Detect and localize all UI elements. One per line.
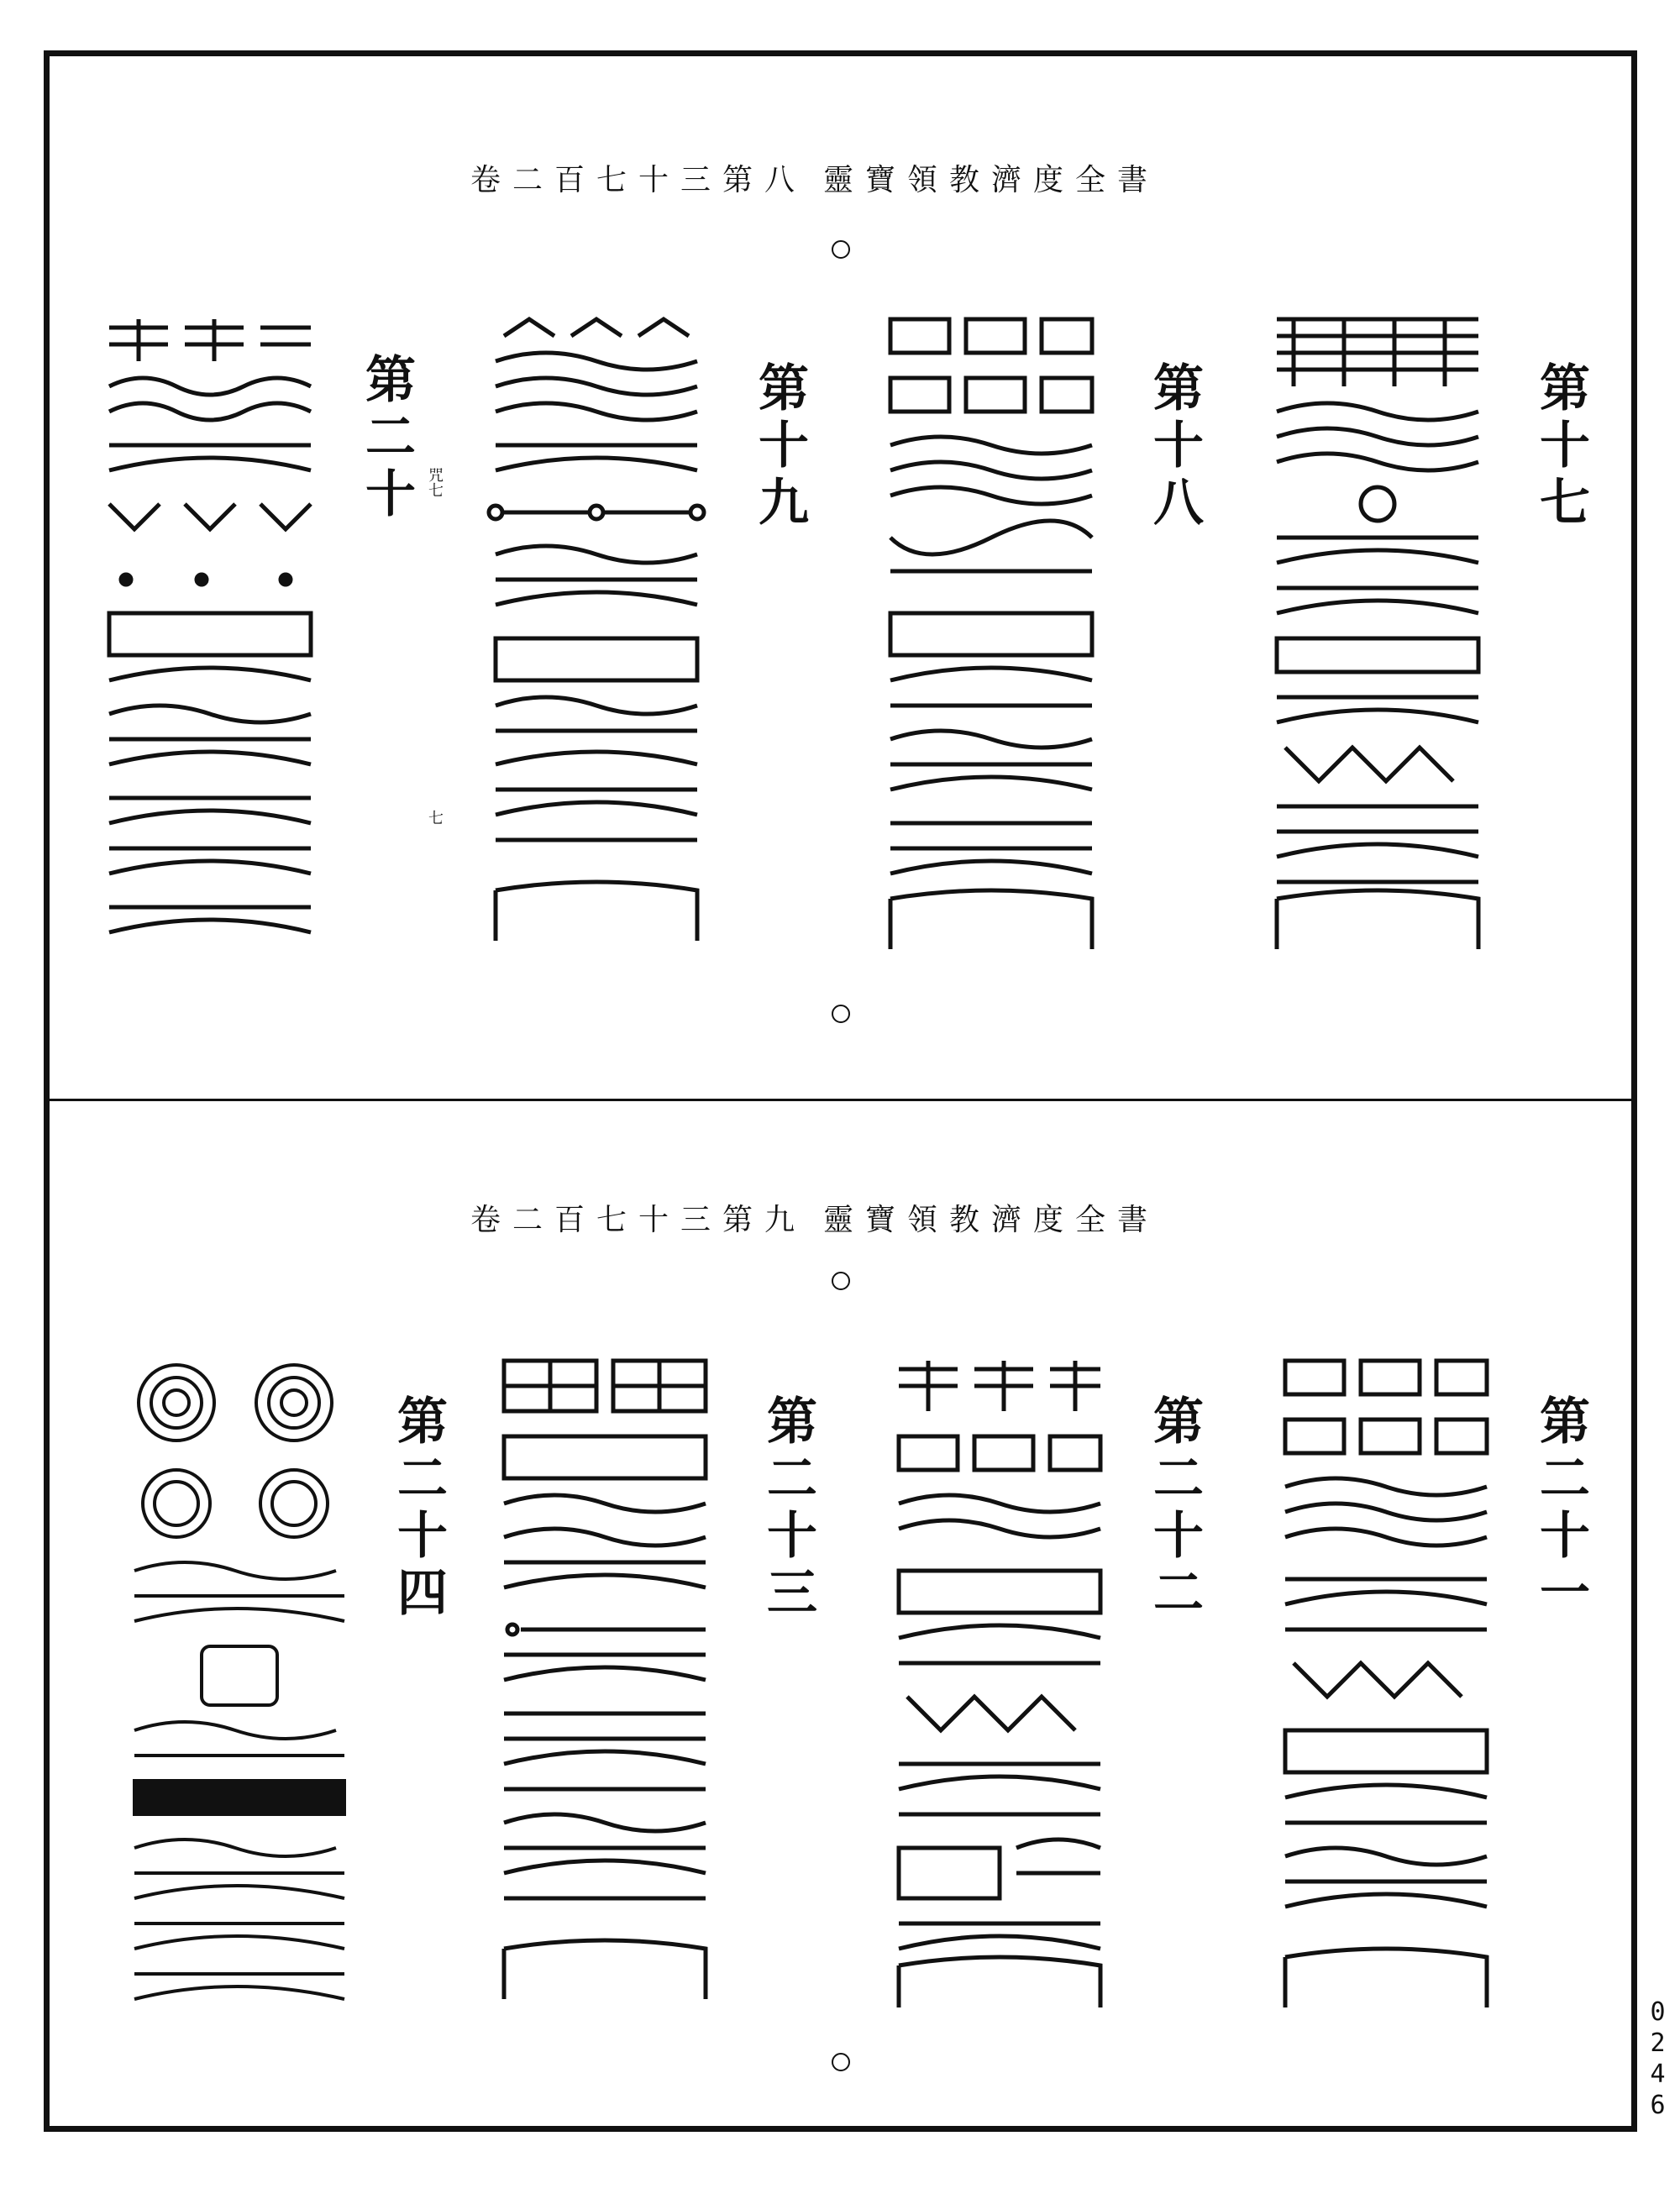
panel-divider (44, 1099, 1637, 1101)
talisman-24-glyph (118, 1344, 361, 2016)
talisman-23-glyph (487, 1344, 722, 2016)
talisman-label-18: 第十八 (1145, 361, 1204, 533)
talisman-note: 咒七 (426, 467, 444, 497)
talisman-21-glyph (1268, 1344, 1504, 2016)
top-header-volume: 卷二百七十三第八 (470, 163, 807, 197)
talisman-label-17: 第十七 (1531, 361, 1590, 533)
binding-hole-icon (832, 1005, 850, 1023)
talisman-label-19: 第十九 (750, 361, 809, 533)
binding-hole-icon (832, 240, 850, 259)
talisman-label-23: 第二十三 (759, 1394, 817, 1623)
bottom-header-title: 靈寶領教濟度全書 (823, 1203, 1160, 1237)
talisman-22-glyph (882, 1344, 1117, 2016)
talisman-17-glyph (1260, 302, 1495, 958)
talisman-label-24: 第二十四 (389, 1394, 448, 1623)
talisman-19-glyph (479, 302, 714, 958)
talisman-label-20: 第二十 (357, 353, 416, 524)
talisman-label-22: 第二十二 (1145, 1394, 1204, 1623)
top-header-title: 靈寶領教濟度全書 (823, 163, 1160, 197)
talisman-20-glyph (92, 302, 319, 958)
binding-hole-icon (832, 2053, 850, 2071)
talisman-note: 七 (426, 810, 444, 825)
talisman-label-21: 第二十一 (1531, 1394, 1590, 1623)
page-number: 0246 (1643, 1997, 1672, 2122)
talisman-18-glyph (874, 302, 1109, 958)
binding-hole-icon (832, 1272, 850, 1290)
bottom-header-volume: 卷二百七十三第九 (470, 1203, 807, 1237)
